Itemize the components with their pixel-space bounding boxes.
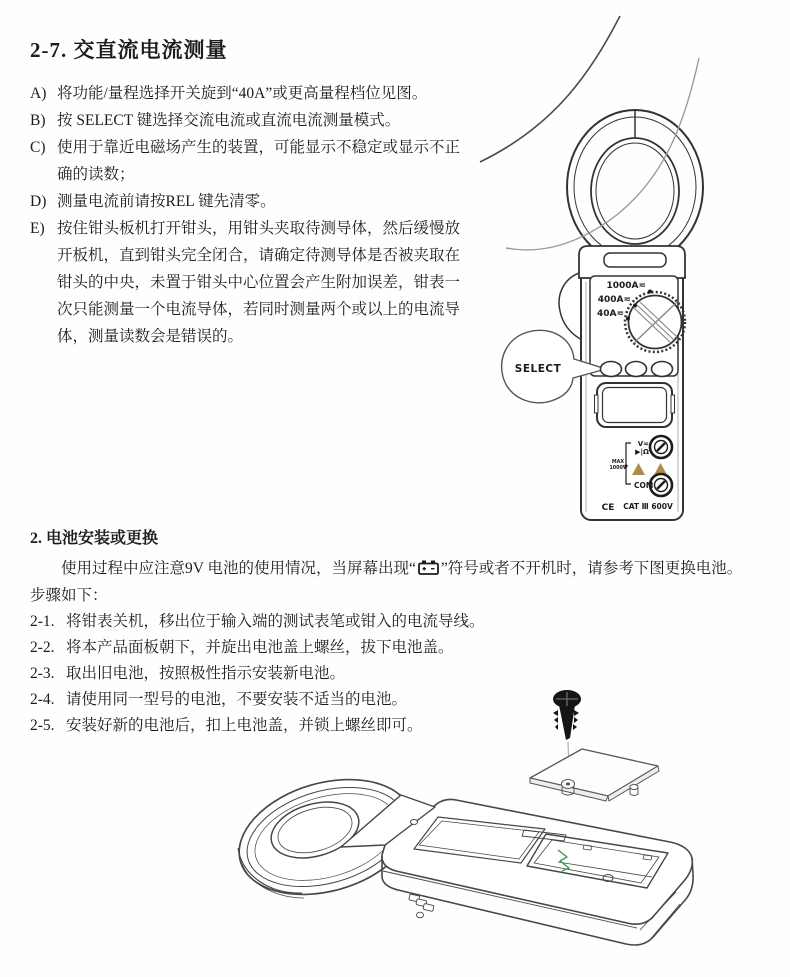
instruction-item bbox=[30, 215, 468, 350]
step-text: 请使用同一型号的电池，不要安装不适当的电池。 bbox=[66, 691, 408, 708]
instruction-text: 按住钳头板机打开钳头，用钳头夹取待测导体，然后缓慢放开板机，直到钳头完全闭合，请确定待测导体是否被夹取在钳头的中央，未置于钳头中心位置会产生附加误差，钳表一次只能测量一个电流导体，若同时测量两个或以上的电流导体，测量读数会是错误的。 bbox=[57, 220, 461, 345]
lcd-display bbox=[595, 383, 675, 427]
range-dot bbox=[626, 317, 630, 321]
instruction-item bbox=[30, 134, 468, 188]
battery-paragraph-text: 使用过程中应注意9V 电池的使用情况，当屏幕出现“ bbox=[61, 560, 416, 577]
instruction-text: 使用于靠近电磁场产生的装置，可能显示不稳定或显示不正确的读数； bbox=[57, 139, 461, 183]
instruction-list bbox=[30, 80, 468, 350]
instruction-label: D) bbox=[30, 193, 47, 210]
step-number: 2-4. bbox=[30, 691, 55, 708]
instruction-text: 将功能/量程选择开关旋到“40A”或更高量程档位见图。 bbox=[57, 85, 428, 102]
select-label: SELECT bbox=[514, 363, 562, 375]
instruction-label: A) bbox=[30, 85, 47, 102]
range-label-1000a: 1000A≂ bbox=[606, 281, 646, 291]
low-battery-icon bbox=[418, 560, 439, 575]
instruction-label: C) bbox=[30, 139, 46, 156]
battery-section-heading: 2. 电池安装或更换 bbox=[30, 530, 159, 547]
select-button bbox=[601, 362, 622, 377]
step-text: 取出旧电池，按照极性指示安装新电池。 bbox=[66, 665, 346, 682]
voltage-jack-label: V≂ bbox=[637, 440, 649, 448]
page-title: 2-7. 交直流电流测量 bbox=[30, 38, 228, 62]
range-label-40a: 40A≂ bbox=[596, 309, 624, 319]
instruction-text: 按 SELECT 键选择交流电流或直流电流测量模式。 bbox=[57, 112, 401, 129]
range-dot bbox=[633, 304, 637, 308]
step-number: 2-1. bbox=[30, 613, 55, 630]
battery-cover bbox=[530, 749, 659, 801]
collar-slot bbox=[604, 253, 666, 267]
conductor-wire-icon bbox=[480, 16, 620, 162]
function-button bbox=[652, 362, 673, 377]
step-text: 将本产品面板朝下，并旋出电池盖上螺丝，拔下电池盖。 bbox=[66, 639, 454, 656]
step-number: 2-5. bbox=[30, 717, 55, 734]
instruction-item bbox=[30, 188, 468, 215]
side-knob bbox=[417, 912, 424, 918]
battery-paragraph-text: ”符号或者不开机时，请参考下图更换电池。 bbox=[440, 560, 743, 577]
wedge-screw-hole bbox=[411, 820, 418, 825]
diode-ohm-icon: ▶|Ω bbox=[635, 448, 649, 456]
range-label-400a: 400A≂ bbox=[597, 295, 631, 305]
battery-replacement-figure bbox=[228, 652, 790, 977]
max-voltage-label: 1000V bbox=[609, 466, 627, 471]
function-button bbox=[626, 362, 647, 377]
screw-icon bbox=[553, 690, 581, 740]
ce-mark: CE bbox=[601, 503, 615, 513]
step-item bbox=[30, 609, 550, 635]
max-label: MAX bbox=[611, 460, 625, 465]
instruction-item bbox=[30, 107, 468, 134]
battery-paragraph bbox=[30, 555, 762, 583]
step-text: 将钳表关机，移出位于输入端的测试表笔或钳入的电流导线。 bbox=[66, 613, 485, 630]
step-number: 2-2. bbox=[30, 639, 55, 656]
step-number: 2-3. bbox=[30, 665, 55, 682]
instruction-item bbox=[30, 80, 468, 107]
clamp-meter-front-figure bbox=[478, 14, 790, 526]
range-dot bbox=[648, 290, 652, 294]
instruction-label: B) bbox=[30, 112, 46, 129]
category-rating-label: CAT Ⅲ 600V bbox=[623, 502, 673, 511]
clamp-trigger bbox=[559, 272, 582, 340]
instruction-text: 测量电流前请按REL 键先清零。 bbox=[57, 193, 276, 210]
clamp-jaw bbox=[567, 110, 703, 264]
step-text: 安装好新的电池后，扣上电池盖，并锁上螺丝即可。 bbox=[66, 717, 423, 734]
steps-label: 步骤如下： bbox=[30, 587, 108, 604]
com-label: COM bbox=[634, 481, 654, 490]
instruction-label: E) bbox=[30, 220, 45, 237]
side-button bbox=[407, 894, 435, 912]
